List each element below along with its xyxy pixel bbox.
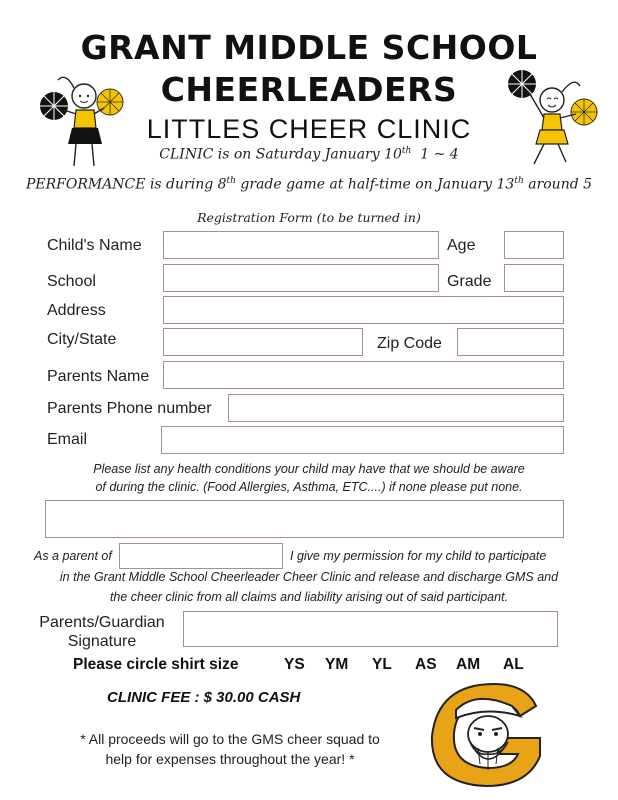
grade-label: Grade [447, 273, 492, 290]
gms-logo [416, 676, 566, 792]
email-field[interactable] [161, 426, 564, 454]
pom-pom-black-icon [508, 70, 536, 98]
signature-label-line-1: Parents/Guardian [39, 614, 165, 631]
pom-pom-yellow-icon [571, 99, 597, 125]
health-instructions-line-2: of during the clinic. (Food Allergies, Asthma, ETC....) if none please put none. [95, 480, 523, 494]
city-state-field[interactable] [163, 328, 363, 356]
parents-phone-field[interactable] [228, 394, 564, 422]
clinic-fee: CLINIC FEE : $ 30.00 CASH [107, 689, 301, 706]
proceeds-line-2: help for expenses throughout the year! * [105, 751, 355, 767]
performance-info: PERFORMANCE is during 8th grade game at half-time on January 13th around 5 [25, 176, 593, 193]
parent-of-field[interactable] [119, 543, 283, 569]
registration-heading: Registration Form (to be turned in) [197, 210, 421, 225]
subtitle: LITTLES CHEER CLINIC [146, 114, 472, 144]
age-field[interactable] [504, 231, 564, 259]
clinic-date: CLINIC is on Saturday January 10th 1 ~ 4 [159, 146, 459, 163]
school-field[interactable] [163, 264, 439, 292]
age-label: Age [447, 237, 476, 254]
proceeds-line-1: * All proceeds will go to the GMS cheer squad to [80, 731, 380, 747]
pom-pom-black-icon [40, 92, 68, 120]
pom-pom-yellow-icon [97, 89, 123, 115]
child-name-label: Child's Name [47, 237, 142, 254]
shirt-size-al[interactable]: AL [503, 656, 524, 673]
parents-name-field[interactable] [163, 361, 564, 389]
parents-name-label: Parents Name [47, 368, 150, 385]
signature-label [38, 613, 166, 651]
title-line-1: GRANT MIDDLE SCHOOL [80, 28, 538, 67]
shirt-size-am[interactable]: AM [456, 656, 481, 673]
signature-label-line-2: Signature [67, 633, 137, 650]
child-name-field[interactable] [163, 231, 439, 259]
parents-phone-label: Parents Phone number [47, 400, 212, 417]
proceeds-note [40, 729, 420, 769]
city-state-label: City/State [47, 331, 117, 348]
permission-line-3: the cheer clinic from all claims and liability arising out of said participant. [109, 590, 509, 604]
shirt-size-label: Please circle shirt size [73, 656, 239, 673]
health-instructions-line-1: Please list any health conditions your child may have that we should be aware [93, 462, 525, 476]
cheerleader-right-illustration [500, 64, 604, 176]
zip-label: Zip Code [377, 335, 442, 352]
shirt-size-yl[interactable]: YL [372, 656, 392, 673]
cheerleader-left-illustration [36, 66, 136, 176]
signature-field[interactable] [183, 611, 558, 647]
title-line-2: CHEERLEADERS [160, 70, 458, 109]
shirt-size-ym[interactable]: YM [325, 656, 349, 673]
shirt-size-ys[interactable]: YS [284, 656, 305, 673]
permission-line-2: in the Grant Middle School Cheerleader Cheer Clinic and release and discharge GMS and [59, 570, 559, 584]
shirt-size-as[interactable]: AS [415, 656, 437, 673]
school-label: School [47, 273, 96, 290]
address-label: Address [47, 302, 106, 319]
health-conditions-field[interactable] [45, 500, 564, 538]
zip-field[interactable] [457, 328, 564, 356]
email-label: Email [47, 431, 88, 448]
permission-prefix: As a parent of [34, 549, 112, 563]
permission-suffix: I give my permission for my child to participate [290, 549, 547, 563]
grade-field[interactable] [504, 264, 564, 292]
address-field[interactable] [163, 296, 564, 324]
prospector-mascot-icon [456, 699, 520, 770]
